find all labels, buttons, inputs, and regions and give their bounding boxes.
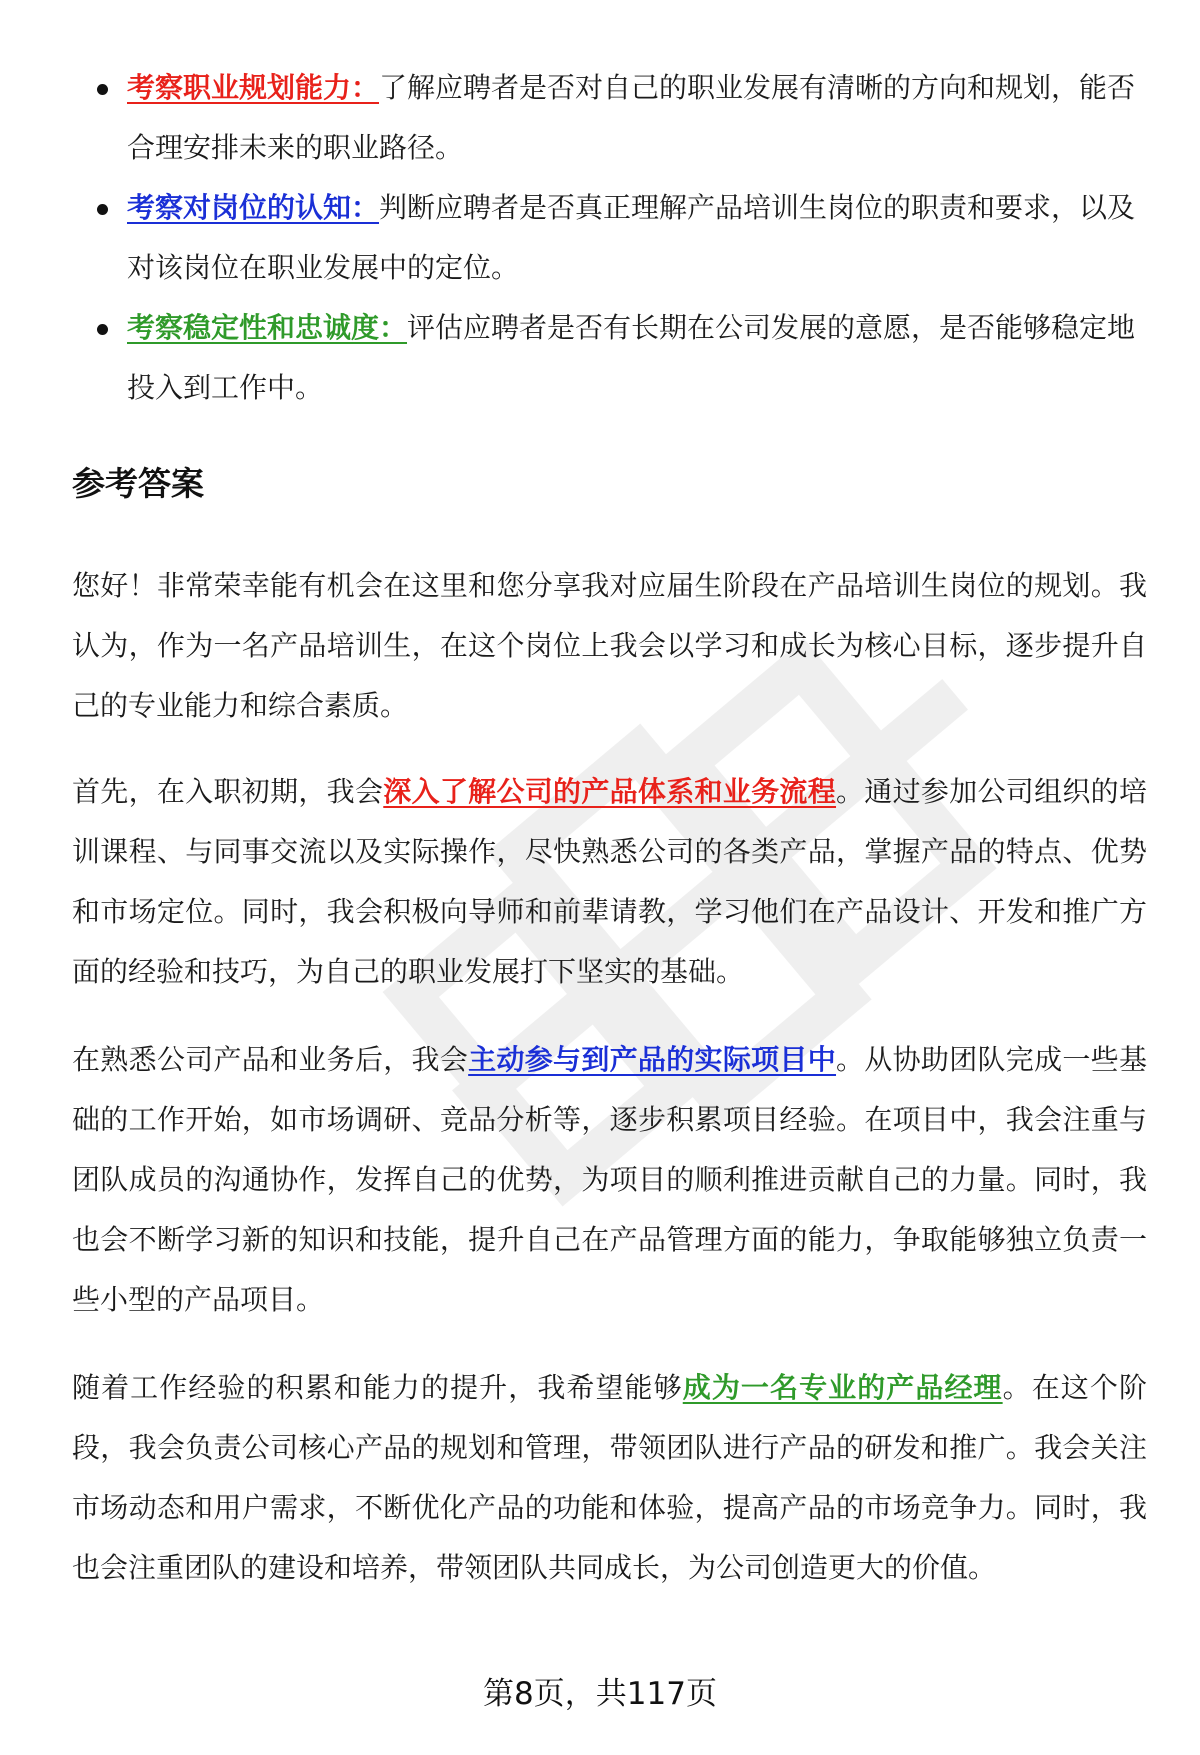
highlight-phrase: 主动参与到产品的实际项目中 — [468, 1043, 837, 1076]
answer-paragraph — [72, 1358, 1147, 1598]
paragraph-text: 您好！非常荣幸能有机会在这里和您分享我对应届生阶段在产品培训生岗位的规划。我认为，作为一名产品培训生，在这个岗位上我会以学习和成长为核心目标，逐步提升自己的专业能力和综合素质。 — [72, 569, 1147, 722]
criteria-text: 判断应聘者是否真正理解产品培训生岗位的职责和要求，以及对该岗位在职业发展中的定位。 — [127, 191, 1136, 284]
highlight-phrase: 深入了解公司的产品体系和业务流程 — [383, 775, 837, 808]
criteria-title: 考察对岗位的认知： — [127, 191, 380, 224]
paragraph-text: 。通过参加公司组织的培训课程、与同事交流以及实际操作，尽快熟悉公司的各类产品，掌握产品的特点、优势和市场定位。同时，我会积极向导师和前辈请教，学习他们在产品设计、开发和推广方面的经验和技巧，为自己的职业发展打下坚实的基础。 — [72, 775, 1147, 988]
answer-paragraph — [72, 556, 1147, 736]
criteria-item — [95, 178, 1145, 298]
criteria-text: 了解应聘者是否对自己的职业发展有清晰的方向和规划，能否合理安排未来的职业路径。 — [127, 71, 1136, 164]
criteria-text: 评估应聘者是否有长期在公司发展的意愿，是否能够稳定地投入到工作中。 — [127, 311, 1136, 404]
criteria-title: 考察稳定性和忠诚度： — [127, 311, 408, 344]
paragraph-text: 。在这个阶段，我会负责公司核心产品的规划和管理，带领团队进行产品的研发和推广。我会关注市场动态和用户需求，不断优化产品的功能和体验，提高产品的市场竞争力。同时，我也会注重团队的建设和培养，带领团队共同成长，为公司创造更大的价值。 — [72, 1371, 1147, 1584]
bullet-icon — [97, 84, 108, 95]
paragraph-text: 首先，在入职初期，我会 — [72, 775, 384, 808]
bullet-icon — [97, 204, 108, 215]
answer-paragraph — [72, 1030, 1147, 1330]
answer-paragraph — [72, 762, 1147, 1002]
bullet-icon — [97, 324, 108, 335]
criteria-item — [95, 298, 1145, 418]
section-heading: 参考答案 — [72, 464, 204, 503]
criteria-list — [95, 58, 1145, 418]
highlight-phrase: 成为一名专业的产品经理 — [682, 1371, 1003, 1404]
page-number: 第8页，共117页 — [483, 1676, 717, 1712]
criteria-item — [95, 58, 1145, 178]
paragraph-text: 。从协助团队完成一些基础的工作开始，如市场调研、竞品分析等，逐步积累项目经验。在项目中，我会注重与团队成员的沟通协作，发挥自己的优势，为项目的顺利推进贡献自己的力量。同时，我也会不断学习新的知识和技能，提升自己在产品管理方面的能力，争取能够独立负责一些小型的产品项目。 — [72, 1043, 1147, 1316]
paragraph-text: 随着工作经验的积累和能力的提升，我希望能够 — [72, 1371, 683, 1404]
paragraph-text: 在熟悉公司产品和业务后，我会 — [72, 1043, 469, 1076]
criteria-title: 考察职业规划能力： — [127, 71, 380, 104]
